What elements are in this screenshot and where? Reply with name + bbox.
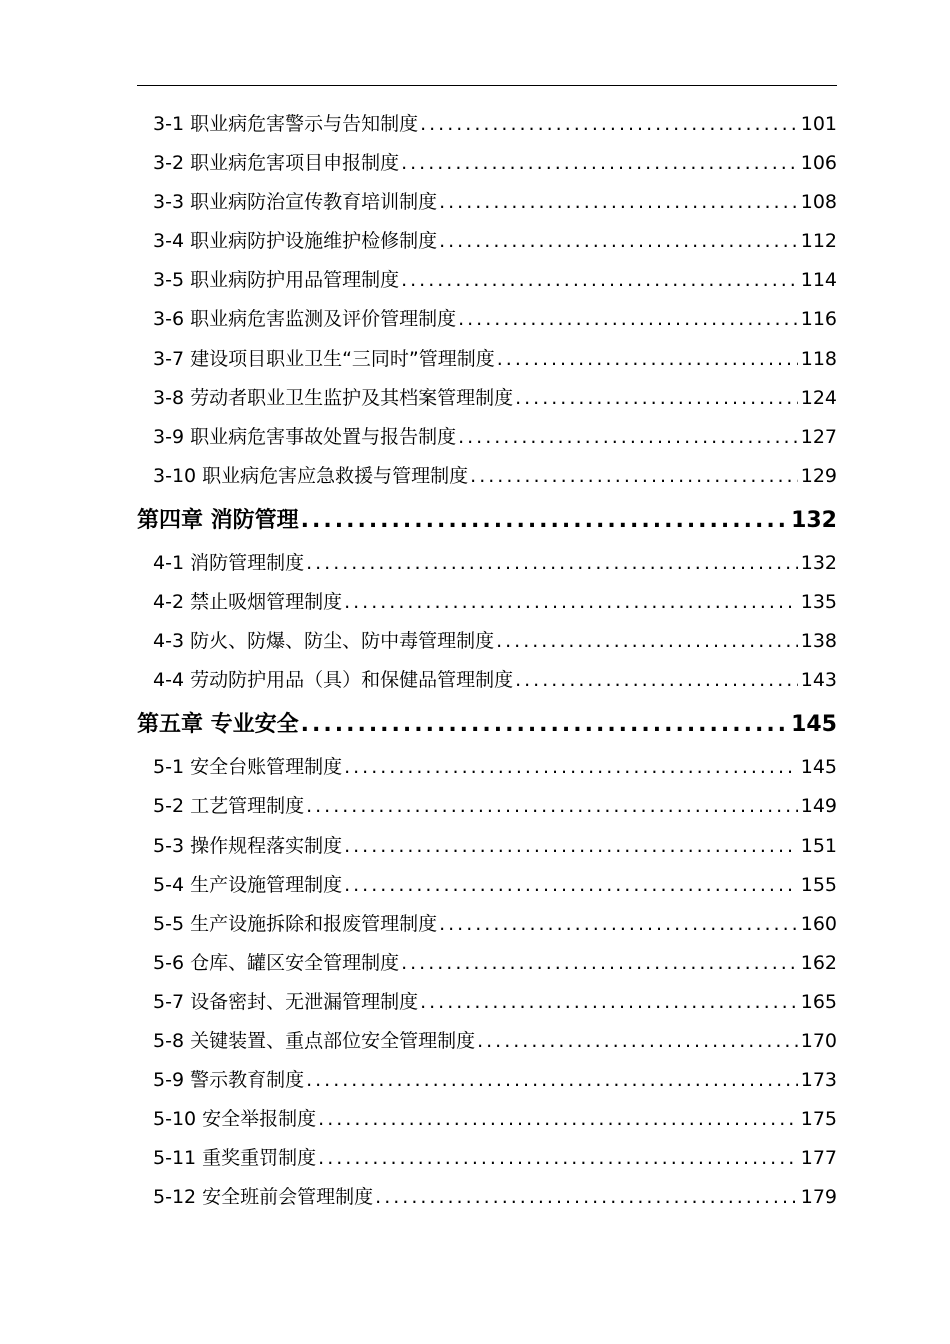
toc-page-number: 118 <box>800 347 837 370</box>
toc-page-number: 155 <box>800 873 837 896</box>
toc-entry-title: 3-9 职业病危害事故处置与报告制度 <box>153 425 457 448</box>
header-rule <box>137 85 837 86</box>
toc-page-number: 145 <box>791 712 837 738</box>
toc-entry-title: 3-3 职业病防治宣传教育培训制度 <box>153 191 438 214</box>
toc-entry-title: 第五章 专业安全 <box>137 712 299 738</box>
toc-entry[interactable] <box>137 144 837 183</box>
toc-entry[interactable] <box>137 583 837 622</box>
toc-page-number: 173 <box>800 1069 837 1092</box>
toc-entry[interactable] <box>137 183 837 222</box>
toc-leader-dots <box>439 183 798 222</box>
toc-entry-title: 4-3 防火、防爆、防尘、防中毒管理制度 <box>153 630 495 653</box>
toc-entry-title: 5-4 生产设施管理制度 <box>153 873 343 896</box>
toc-leader-dots <box>344 827 798 866</box>
toc-entry-title: 3-8 劳动者职业卫生监护及其档案管理制度 <box>153 386 514 409</box>
toc-leader-dots <box>344 583 798 622</box>
toc-leader-dots <box>318 1100 798 1139</box>
toc-leader-dots <box>496 622 798 661</box>
toc-leader-dots <box>344 866 798 905</box>
toc-leader-dots <box>439 222 798 261</box>
toc-leader-dots <box>306 1061 798 1100</box>
toc-page-number: 127 <box>800 425 837 448</box>
toc-chapter-entry[interactable] <box>137 498 837 544</box>
toc-leader-dots <box>344 748 798 787</box>
toc-entry[interactable] <box>137 787 837 826</box>
toc-page-number: 114 <box>800 269 837 292</box>
toc-entry-title: 5-1 安全台账管理制度 <box>153 756 343 779</box>
toc-page-number: 116 <box>800 308 837 331</box>
toc-entry[interactable] <box>137 827 837 866</box>
toc-entry-title: 5-10 安全举报制度 <box>153 1108 317 1131</box>
toc-entry[interactable] <box>137 1061 837 1100</box>
toc-page-number: 143 <box>800 669 837 692</box>
toc-leader-dots <box>401 144 798 183</box>
toc-chapter-entry[interactable] <box>137 702 837 748</box>
toc-page-number: 165 <box>800 990 837 1013</box>
toc-entry[interactable] <box>137 622 837 661</box>
toc-entry[interactable] <box>137 544 837 583</box>
toc-entry[interactable] <box>137 418 837 457</box>
toc-leader-dots <box>306 544 798 583</box>
toc-entry-title: 4-2 禁止吸烟管理制度 <box>153 591 343 614</box>
toc-leader-dots <box>306 787 798 826</box>
toc-entry[interactable] <box>137 1100 837 1139</box>
toc-entry[interactable] <box>137 379 837 418</box>
toc-entry[interactable] <box>137 222 837 261</box>
toc-entry[interactable] <box>137 1139 837 1178</box>
toc-page-number: 138 <box>800 630 837 653</box>
toc-entry-title: 5-8 关键装置、重点部位安全管理制度 <box>153 1029 476 1052</box>
toc-entry-title: 3-7 建设项目职业卫生“三同时”管理制度 <box>153 347 495 370</box>
toc-entry-title: 3-10 职业病危害应急救援与管理制度 <box>153 464 469 487</box>
toc-entry[interactable] <box>137 661 837 700</box>
toc-page-number: 108 <box>800 191 837 214</box>
toc-page-number: 151 <box>800 834 837 857</box>
toc-entry[interactable] <box>137 944 837 983</box>
toc-leader-dots <box>439 905 798 944</box>
toc-page-number: 175 <box>800 1108 837 1131</box>
toc-page-number: 129 <box>800 464 837 487</box>
toc-page-number: 162 <box>800 951 837 974</box>
toc-entry[interactable] <box>137 105 837 144</box>
toc-entry[interactable] <box>137 340 837 379</box>
toc-entry[interactable] <box>137 866 837 905</box>
toc-entry-title: 第四章 消防管理 <box>137 507 299 533</box>
toc-leader-dots <box>318 1139 798 1178</box>
toc-page-number: 145 <box>800 756 837 779</box>
toc-page-number: 132 <box>791 507 837 533</box>
toc-page-number: 160 <box>800 912 837 935</box>
toc-entry[interactable] <box>137 1178 837 1217</box>
toc-entry-title: 5-5 生产设施拆除和报废管理制度 <box>153 912 438 935</box>
toc-leader-dots <box>477 1022 798 1061</box>
toc-page-number: 112 <box>800 230 837 253</box>
toc-entry-title: 3-5 职业病防护用品管理制度 <box>153 269 400 292</box>
toc-entry[interactable] <box>137 748 837 787</box>
toc-leader-dots <box>515 661 798 700</box>
toc-entry[interactable] <box>137 261 837 300</box>
toc-leader-dots <box>458 300 798 339</box>
toc-leader-dots <box>301 702 788 748</box>
toc-leader-dots <box>458 418 798 457</box>
toc-entry-title: 5-11 重奖重罚制度 <box>153 1147 317 1170</box>
toc-page-number: 135 <box>800 591 837 614</box>
toc-leader-dots <box>470 457 798 496</box>
toc-entry-title: 5-7 设备密封、无泄漏管理制度 <box>153 990 419 1013</box>
toc-entry-title: 3-2 职业病危害项目申报制度 <box>153 152 400 175</box>
toc-page-number: 177 <box>800 1147 837 1170</box>
toc-leader-dots <box>497 340 798 379</box>
toc-entry[interactable] <box>137 457 837 496</box>
toc-leader-dots <box>401 944 798 983</box>
toc-leader-dots <box>515 379 798 418</box>
toc-page-number: 124 <box>800 386 837 409</box>
toc-entry-title: 4-1 消防管理制度 <box>153 551 305 574</box>
toc-entry-title: 5-12 安全班前会管理制度 <box>153 1186 374 1209</box>
toc-entry[interactable] <box>137 1022 837 1061</box>
toc-entry[interactable] <box>137 300 837 339</box>
toc-leader-dots <box>420 105 798 144</box>
toc-entry-title: 3-1 职业病危害警示与告知制度 <box>153 113 419 135</box>
toc-entry-title: 3-4 职业病防护设施维护检修制度 <box>153 230 438 253</box>
toc-leader-dots <box>401 261 798 300</box>
toc-page-number: 149 <box>800 795 837 818</box>
toc-page-number: 170 <box>800 1029 837 1052</box>
toc-entry-title: 3-6 职业病危害监测及评价管理制度 <box>153 308 457 331</box>
toc-page-number: 179 <box>800 1186 837 1209</box>
toc-leader-dots <box>420 983 798 1022</box>
toc-entry[interactable] <box>137 905 837 944</box>
toc-page-number: 132 <box>800 551 837 574</box>
toc-page-number: 101 <box>800 113 837 135</box>
toc-entry-title: 4-4 劳动防护用品（具）和保健品管理制度 <box>153 669 514 692</box>
toc-entry-title: 5-9 警示教育制度 <box>153 1069 305 1092</box>
toc-entry-title: 5-3 操作规程落实制度 <box>153 834 343 857</box>
toc-entry[interactable] <box>137 983 837 1022</box>
toc-page-number: 106 <box>800 152 837 175</box>
toc-entry-title: 5-2 工艺管理制度 <box>153 795 305 818</box>
toc-leader-dots <box>375 1178 798 1217</box>
table-of-contents <box>137 105 837 1217</box>
toc-entry-title: 5-6 仓库、罐区安全管理制度 <box>153 951 400 974</box>
toc-leader-dots <box>301 498 788 544</box>
